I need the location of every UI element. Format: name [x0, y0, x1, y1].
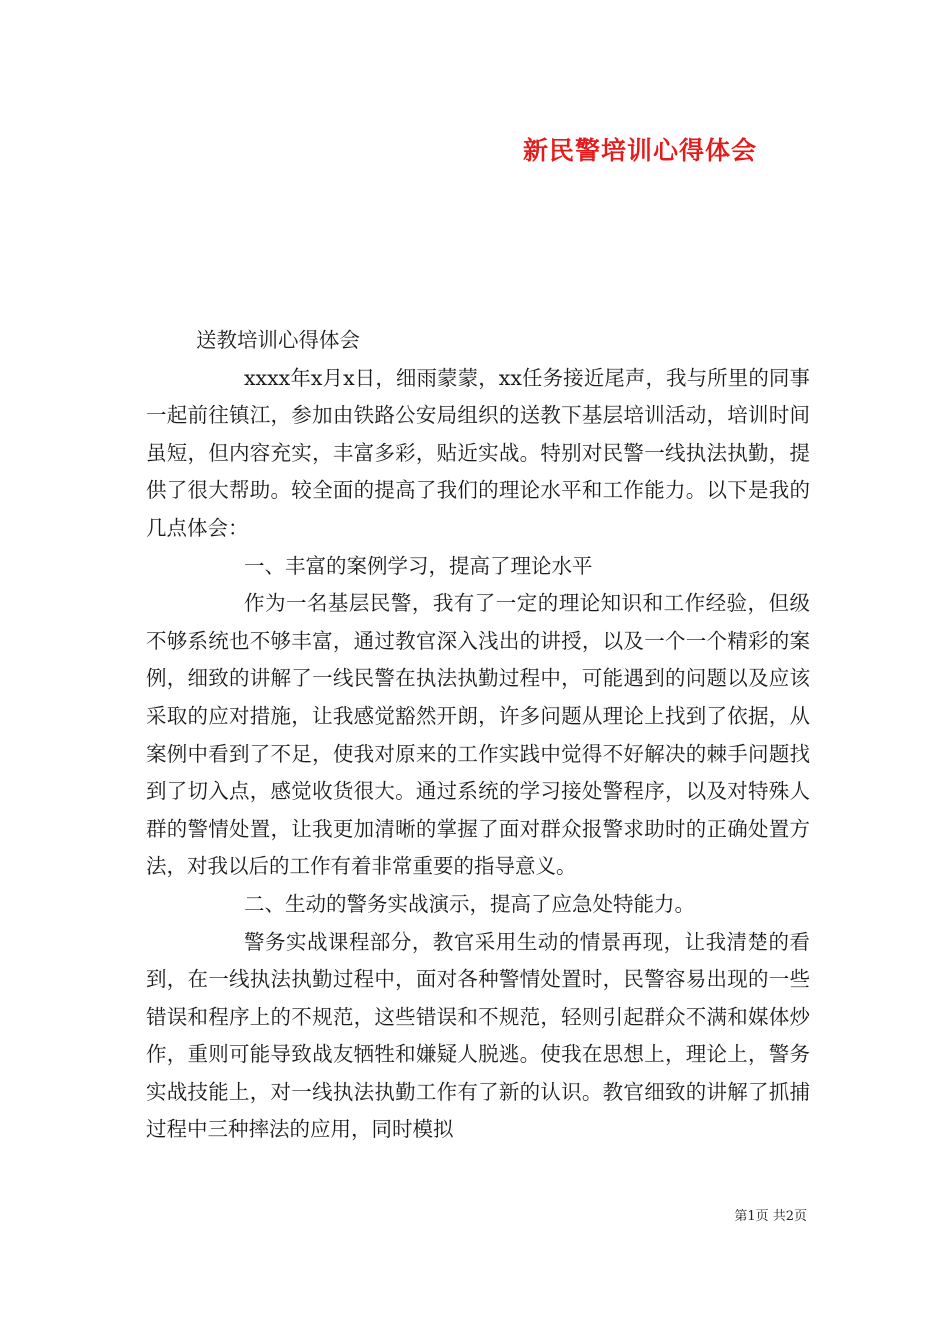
page-number: 第1页 共2页: [734, 1209, 807, 1224]
paragraph-intro: xxxx年x月x日，细雨蒙蒙，xx任务接近尾声，我与所里的同事一起前往镇江，参加由铁路公安局组织的送教下基层培训活动，培训时间虽短，但内容充实，丰富多彩，贴近实战。特别对民警一线执法执勤，提供了很大帮助。较全面的提高了我们的理论水平和工作能力。以下是我的几点体会：: [146, 365, 810, 540]
paragraph-section-2: 警务实战课程部分，教官采用生动的情景再现，让我清楚的看到，在一线执法执勤过程中，面对各种警情处置时，民警容易出现的一些错误和程序上的不规范，这些错误和不规范，轻则引起群众不满和媒体炒作，重则可能导致战友牺牲和嫌疑人脱逃。使我在思想上，理论上，警务实战技能上，对一线执法执勤工作有了新的认识。教官细致的讲解了抓捕过程中三种摔法的应用，同时模拟: [146, 929, 810, 1142]
document-body: [146, 322, 810, 1149]
section-heading-2: 二、生动的警务实战演示，提高了应急处特能力。: [244, 891, 695, 916]
section-heading-1: 一、丰富的案例学习，提高了理论水平: [244, 553, 593, 578]
paragraph-section-1: 作为一名基层民警，我有了一定的理论知识和工作经验，但级不够系统也不够丰富，通过教官深入浅出的讲授，以及一个一个精彩的案例，细致的讲解了一线民警在执法执勤过程中，可能遇到的问题以及应该采取的应对措施，让我感觉豁然开朗，许多问题从理论上找到了依据，从案例中看到了不足，使我对原来的工作实践中觉得不好解决的棘手问题找到了切入点，感觉收货很大。通过系统的学习接处警程序，以及对特殊人群的警情处置，让我更加清晰的掌握了面对群众报警求助时的正确处置方法，对我以后的工作有着非常重要的指导意义。: [146, 591, 810, 879]
document-subtitle: 送教培训心得体会: [196, 328, 360, 352]
document-title: 新民警培训心得体会: [522, 136, 757, 165]
